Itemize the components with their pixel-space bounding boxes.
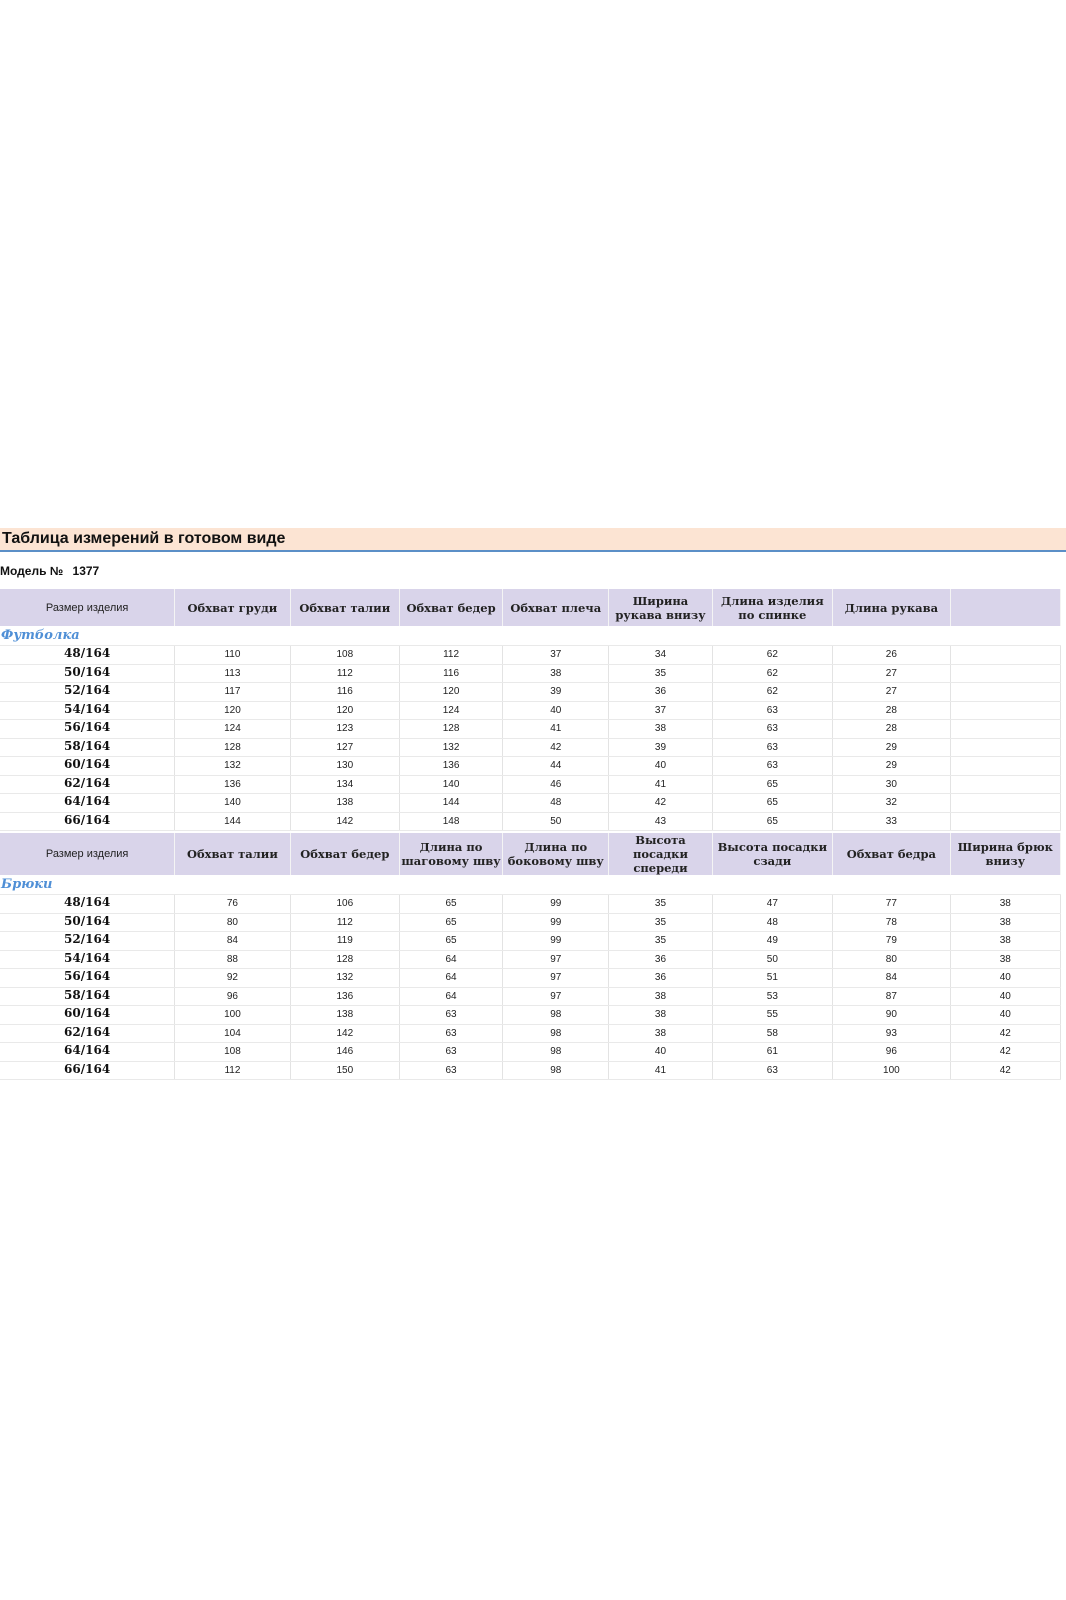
- size-cell: 58/164: [0, 987, 175, 1006]
- value-cell: [950, 775, 1060, 794]
- value-cell: 63: [399, 1006, 502, 1025]
- value-cell: [950, 794, 1060, 813]
- value-cell: 36: [609, 950, 712, 969]
- value-cell: 93: [833, 1024, 950, 1043]
- table-row: [0, 664, 1061, 683]
- value-cell: 37: [609, 701, 712, 720]
- size-cell: 50/164: [0, 913, 175, 932]
- value-cell: 63: [712, 1061, 833, 1080]
- table-row: [0, 738, 1061, 757]
- size-cell: 62/164: [0, 775, 175, 794]
- value-cell: 76: [175, 895, 290, 914]
- value-cell: 42: [950, 1061, 1060, 1080]
- value-cell: 65: [712, 794, 833, 813]
- value-cell: 132: [399, 738, 502, 757]
- value-cell: 138: [290, 1006, 399, 1025]
- model-line: [0, 564, 105, 578]
- value-cell: 62: [712, 664, 833, 683]
- table-row: [0, 812, 1061, 831]
- pants-column-header: Высота посадки спереди: [609, 833, 712, 875]
- value-cell: 51: [712, 969, 833, 988]
- value-cell: [950, 664, 1060, 683]
- value-cell: 53: [712, 987, 833, 1006]
- tshirt-section-label: Футболка: [0, 626, 1061, 646]
- value-cell: 30: [833, 775, 950, 794]
- value-cell: [950, 738, 1060, 757]
- value-cell: 40: [503, 701, 609, 720]
- value-cell: 36: [609, 969, 712, 988]
- value-cell: 80: [175, 913, 290, 932]
- value-cell: 104: [175, 1024, 290, 1043]
- value-cell: 40: [609, 1043, 712, 1062]
- value-cell: 42: [950, 1024, 1060, 1043]
- table-row: [0, 895, 1061, 914]
- value-cell: 140: [399, 775, 502, 794]
- value-cell: 38: [609, 1006, 712, 1025]
- value-cell: 128: [175, 738, 290, 757]
- tshirt-header-row: [0, 589, 1061, 626]
- table-row: [0, 987, 1061, 1006]
- value-cell: 116: [399, 664, 502, 683]
- table-row: [0, 701, 1061, 720]
- table-row: [0, 720, 1061, 739]
- value-cell: [950, 683, 1060, 702]
- value-cell: 62: [712, 683, 833, 702]
- size-cell: 64/164: [0, 794, 175, 813]
- value-cell: 65: [712, 812, 833, 831]
- value-cell: 100: [833, 1061, 950, 1080]
- size-cell: 52/164: [0, 683, 175, 702]
- value-cell: 38: [950, 895, 1060, 914]
- value-cell: 132: [175, 757, 290, 776]
- value-cell: 97: [503, 950, 609, 969]
- value-cell: 99: [503, 932, 609, 951]
- value-cell: 97: [503, 969, 609, 988]
- size-cell: 56/164: [0, 969, 175, 988]
- value-cell: 110: [175, 646, 290, 665]
- value-cell: 63: [712, 701, 833, 720]
- value-cell: 96: [833, 1043, 950, 1062]
- value-cell: 128: [290, 950, 399, 969]
- value-cell: 148: [399, 812, 502, 831]
- pants-section-label: Брюки: [0, 875, 1061, 895]
- tshirt-column-header: Обхват плеча: [503, 589, 609, 626]
- value-cell: 127: [290, 738, 399, 757]
- value-cell: 35: [609, 913, 712, 932]
- title-bar: [0, 528, 1066, 552]
- value-cell: 55: [712, 1006, 833, 1025]
- value-cell: 84: [175, 932, 290, 951]
- value-cell: 138: [290, 794, 399, 813]
- value-cell: 65: [712, 775, 833, 794]
- value-cell: 140: [175, 794, 290, 813]
- pants-column-header: Размер изделия: [0, 833, 175, 875]
- pants-section-row: [0, 875, 1061, 895]
- size-cell: 52/164: [0, 932, 175, 951]
- value-cell: 120: [290, 701, 399, 720]
- value-cell: 144: [399, 794, 502, 813]
- value-cell: 29: [833, 757, 950, 776]
- value-cell: 80: [833, 950, 950, 969]
- value-cell: 98: [503, 1024, 609, 1043]
- value-cell: 90: [833, 1006, 950, 1025]
- value-cell: 84: [833, 969, 950, 988]
- tshirt-column-header: Обхват бедер: [399, 589, 502, 626]
- value-cell: 98: [503, 1061, 609, 1080]
- table-row: [0, 1043, 1061, 1062]
- table-row: [0, 757, 1061, 776]
- value-cell: 49: [712, 932, 833, 951]
- value-cell: 64: [399, 969, 502, 988]
- pants-column-header: Обхват талии: [175, 833, 290, 875]
- value-cell: 64: [399, 987, 502, 1006]
- pants-column-header: Ширина брюк внизу: [950, 833, 1060, 875]
- value-cell: 40: [950, 969, 1060, 988]
- tshirt-section-row: [0, 626, 1061, 646]
- value-cell: 132: [290, 969, 399, 988]
- value-cell: 116: [290, 683, 399, 702]
- value-cell: 97: [503, 987, 609, 1006]
- tshirt-column-header: Размер изделия: [0, 589, 175, 626]
- value-cell: 78: [833, 913, 950, 932]
- model-label: Модель №: [0, 564, 64, 578]
- value-cell: 35: [609, 932, 712, 951]
- value-cell: 50: [503, 812, 609, 831]
- value-cell: 32: [833, 794, 950, 813]
- pants-header-row: [0, 833, 1061, 875]
- value-cell: 142: [290, 1024, 399, 1043]
- size-cell: 54/164: [0, 950, 175, 969]
- page-title: Таблица измерений в готовом виде: [2, 530, 286, 547]
- value-cell: 124: [175, 720, 290, 739]
- size-cell: 60/164: [0, 1006, 175, 1025]
- value-cell: 146: [290, 1043, 399, 1062]
- value-cell: [950, 812, 1060, 831]
- value-cell: 106: [290, 895, 399, 914]
- value-cell: 40: [950, 987, 1060, 1006]
- value-cell: 96: [175, 987, 290, 1006]
- value-cell: 99: [503, 895, 609, 914]
- value-cell: 79: [833, 932, 950, 951]
- value-cell: 108: [175, 1043, 290, 1062]
- value-cell: 64: [399, 950, 502, 969]
- table-row: [0, 683, 1061, 702]
- pants-column-header: Обхват бедра: [833, 833, 950, 875]
- value-cell: 33: [833, 812, 950, 831]
- table-row: [0, 950, 1061, 969]
- value-cell: 50: [712, 950, 833, 969]
- value-cell: 112: [290, 664, 399, 683]
- value-cell: [950, 757, 1060, 776]
- value-cell: 38: [609, 987, 712, 1006]
- value-cell: [950, 646, 1060, 665]
- size-cell: 56/164: [0, 720, 175, 739]
- value-cell: 41: [609, 1061, 712, 1080]
- size-cell: 64/164: [0, 1043, 175, 1062]
- value-cell: 42: [609, 794, 712, 813]
- value-cell: 63: [712, 720, 833, 739]
- model-number: 1377: [72, 564, 100, 578]
- value-cell: [950, 720, 1060, 739]
- table-row: [0, 794, 1061, 813]
- value-cell: 77: [833, 895, 950, 914]
- pants-column-header: Длина по боковому шву: [503, 833, 609, 875]
- value-cell: 39: [503, 683, 609, 702]
- value-cell: 58: [712, 1024, 833, 1043]
- value-cell: 92: [175, 969, 290, 988]
- value-cell: 41: [503, 720, 609, 739]
- value-cell: 134: [290, 775, 399, 794]
- table-row: [0, 646, 1061, 665]
- value-cell: 26: [833, 646, 950, 665]
- value-cell: 123: [290, 720, 399, 739]
- value-cell: 112: [290, 913, 399, 932]
- table-row: [0, 913, 1061, 932]
- value-cell: 88: [175, 950, 290, 969]
- tshirt-column-header: [950, 589, 1060, 626]
- value-cell: 99: [503, 913, 609, 932]
- value-cell: 27: [833, 683, 950, 702]
- value-cell: 136: [175, 775, 290, 794]
- value-cell: 29: [833, 738, 950, 757]
- value-cell: 142: [290, 812, 399, 831]
- value-cell: 36: [609, 683, 712, 702]
- value-cell: 144: [175, 812, 290, 831]
- value-cell: 38: [950, 950, 1060, 969]
- value-cell: 98: [503, 1043, 609, 1062]
- size-cell: 50/164: [0, 664, 175, 683]
- value-cell: 37: [503, 646, 609, 665]
- value-cell: 38: [503, 664, 609, 683]
- value-cell: [950, 701, 1060, 720]
- value-cell: 38: [950, 932, 1060, 951]
- value-cell: 112: [399, 646, 502, 665]
- size-cell: 48/164: [0, 895, 175, 914]
- value-cell: 119: [290, 932, 399, 951]
- value-cell: 63: [399, 1024, 502, 1043]
- value-cell: 65: [399, 913, 502, 932]
- value-cell: 61: [712, 1043, 833, 1062]
- value-cell: 136: [290, 987, 399, 1006]
- size-cell: 66/164: [0, 812, 175, 831]
- value-cell: 48: [712, 913, 833, 932]
- value-cell: 112: [175, 1061, 290, 1080]
- table-row: [0, 1061, 1061, 1080]
- value-cell: 42: [950, 1043, 1060, 1062]
- value-cell: 120: [399, 683, 502, 702]
- size-cell: 62/164: [0, 1024, 175, 1043]
- tshirt-column-header: Ширина рукава внизу: [609, 589, 712, 626]
- value-cell: 41: [609, 775, 712, 794]
- value-cell: 35: [609, 895, 712, 914]
- value-cell: 130: [290, 757, 399, 776]
- value-cell: 87: [833, 987, 950, 1006]
- value-cell: 47: [712, 895, 833, 914]
- value-cell: 128: [399, 720, 502, 739]
- value-cell: 65: [399, 932, 502, 951]
- value-cell: 35: [609, 664, 712, 683]
- pants-column-header: Обхват бедер: [290, 833, 399, 875]
- value-cell: 117: [175, 683, 290, 702]
- value-cell: 27: [833, 664, 950, 683]
- size-cell: 48/164: [0, 646, 175, 665]
- tshirt-column-header: Обхват груди: [175, 589, 290, 626]
- value-cell: 63: [712, 757, 833, 776]
- value-cell: 43: [609, 812, 712, 831]
- value-cell: 28: [833, 720, 950, 739]
- table-row: [0, 932, 1061, 951]
- value-cell: 38: [609, 1024, 712, 1043]
- table-row: [0, 969, 1061, 988]
- tshirt-column-header: Обхват талии: [290, 589, 399, 626]
- value-cell: 42: [503, 738, 609, 757]
- value-cell: 34: [609, 646, 712, 665]
- value-cell: 46: [503, 775, 609, 794]
- value-cell: 120: [175, 701, 290, 720]
- value-cell: 100: [175, 1006, 290, 1025]
- size-cell: 60/164: [0, 757, 175, 776]
- value-cell: 62: [712, 646, 833, 665]
- size-cell: 66/164: [0, 1061, 175, 1080]
- value-cell: 108: [290, 646, 399, 665]
- table-row: [0, 1006, 1061, 1025]
- size-cell: 58/164: [0, 738, 175, 757]
- value-cell: 40: [950, 1006, 1060, 1025]
- value-cell: 63: [399, 1061, 502, 1080]
- value-cell: 136: [399, 757, 502, 776]
- value-cell: 44: [503, 757, 609, 776]
- pants-column-header: Длина по шаговому шву: [399, 833, 502, 875]
- value-cell: 113: [175, 664, 290, 683]
- value-cell: 48: [503, 794, 609, 813]
- tshirt-column-header: Длина рукава: [833, 589, 950, 626]
- pants-column-header: Высота посадки сзади: [712, 833, 833, 875]
- tshirt-table: [0, 589, 1061, 831]
- value-cell: 63: [712, 738, 833, 757]
- table-row: [0, 1024, 1061, 1043]
- pants-table: [0, 833, 1061, 1080]
- table-row: [0, 775, 1061, 794]
- value-cell: 39: [609, 738, 712, 757]
- size-cell: 54/164: [0, 701, 175, 720]
- value-cell: 124: [399, 701, 502, 720]
- value-cell: 63: [399, 1043, 502, 1062]
- value-cell: 38: [609, 720, 712, 739]
- value-cell: 40: [609, 757, 712, 776]
- value-cell: 38: [950, 913, 1060, 932]
- tshirt-column-header: Длина изделия по спинке: [712, 589, 833, 626]
- value-cell: 98: [503, 1006, 609, 1025]
- value-cell: 65: [399, 895, 502, 914]
- value-cell: 28: [833, 701, 950, 720]
- value-cell: 150: [290, 1061, 399, 1080]
